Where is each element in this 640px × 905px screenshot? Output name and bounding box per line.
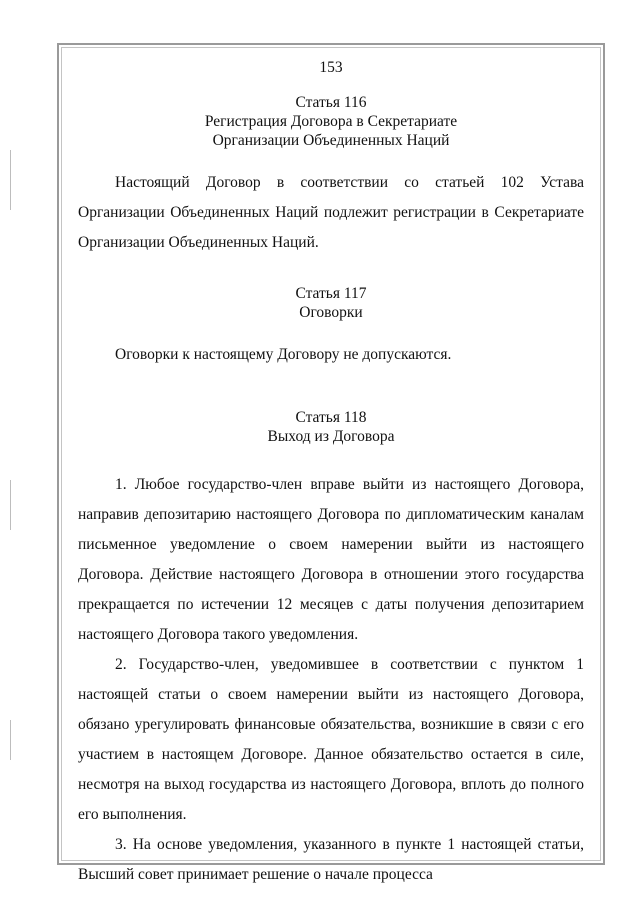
article-118-title: Выход из Договора — [267, 428, 395, 445]
document-body — [78, 58, 584, 890]
scan-edge-mark — [10, 150, 11, 210]
article-118-paragraph-2: 2. Государство-член, уведомившее в соответствии с пунктом 1 настоящей статьи о своем намерении выйти из настоящего Договора, обязано урегулировать финансовые обязательства, возникшие в связи с его участием в настоящем Договоре. Данное обязательство остается в силе, несмотря на выход государства из настоящего Договора, вплоть до полного его выполнения. — [78, 656, 584, 823]
article-116-title-line-2: Организации Объединенных Наций — [212, 132, 450, 149]
article-116-paragraph: Настоящий Договор в соответствии со статьей 102 Устава Организации Объединенных Наций подлежит регистрации в Секретариате Организации Объединенных Наций. — [78, 174, 584, 251]
article-118-paragraph-1: 1. Любое государство-член вправе выйти из настоящего Договора, направив депозитарию настоящего Договора по дипломатическим каналам письменное уведомление о своем намерении выйти из настоящего Договора. Действие настоящего Договора в отношении этого государства прекращается по истечении 12 месяцев с даты получения депозитарием настоящего Договора такого уведомления. — [78, 476, 584, 643]
scan-edge-mark — [10, 720, 11, 760]
scan-edge-mark — [10, 480, 11, 530]
article-116-number: Статья 116 — [295, 94, 367, 111]
article-117-number: Статья 117 — [295, 285, 367, 302]
article-117-title: Оговорки — [299, 304, 363, 321]
article-116-title-line-1: Регистрация Договора в Секретариате — [204, 113, 458, 130]
article-117-paragraph: Оговорки к настоящему Договору не допускаются. — [115, 346, 452, 363]
page-number: 153 — [319, 59, 343, 76]
article-118-paragraph-3: 3. На основе уведомления, указанного в пункте 1 настоящей статьи, Высший совет принимает решение о начале процесса — [78, 836, 584, 883]
article-118-number: Статья 118 — [295, 409, 367, 426]
